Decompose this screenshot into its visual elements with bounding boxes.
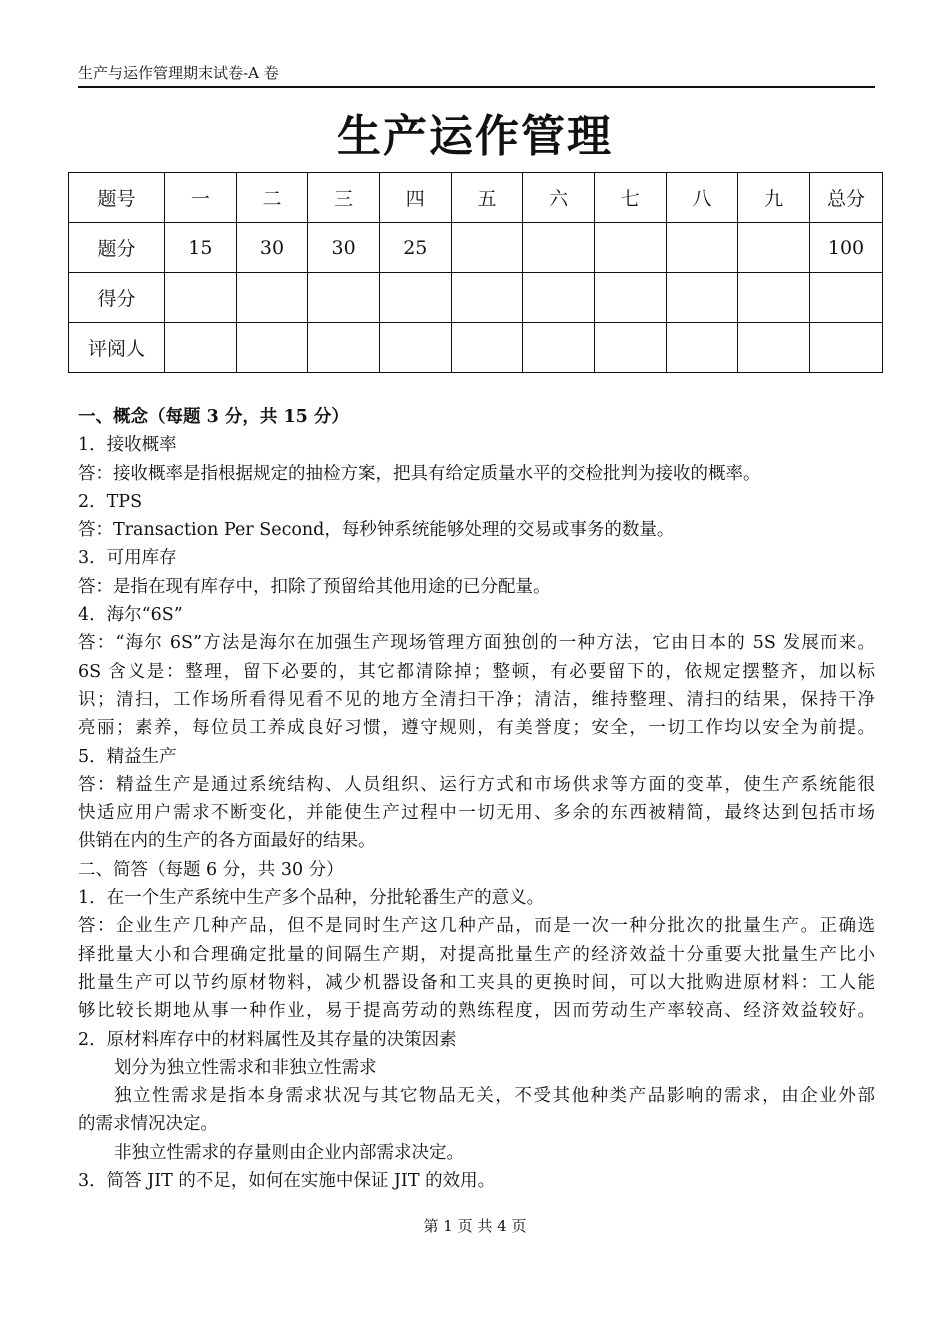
answer-line: 快适应用户需求不断变化，并能使生产过程中一切无用、多余的东西被精简，最终达到包括市场: [78, 803, 875, 824]
score-table-row-header: 评阅人: [69, 323, 165, 373]
score-table-cell: 三: [308, 173, 380, 223]
score-table-row: [69, 323, 883, 373]
score-table-cell: [379, 323, 451, 373]
question-title: 1．在一个生产系统中生产多个品种，分批轮番生产的意义。: [78, 888, 545, 909]
question-title: 3．简答 JIT 的不足，如何在实施中保证 JIT 的效用。: [78, 1171, 496, 1192]
score-table-cell: [308, 323, 380, 373]
exam-content: [78, 403, 875, 1195]
answer-line: 非独立性需求的存量则由企业内部需求决定。: [114, 1142, 464, 1163]
score-table-cell: [165, 273, 237, 323]
score-table-cell: [594, 273, 666, 323]
header-rule: [78, 86, 875, 88]
score-table-cell: 100: [810, 223, 883, 273]
section-heading-concepts: 一、概念（每题 3 分，共 15 分）: [78, 407, 349, 427]
score-table-row-header: 题号: [69, 173, 165, 223]
score-table-cell: 五: [451, 173, 523, 223]
answer-line: 答：是指在现有库存中，扣除了预留给其他用途的已分配量。: [78, 576, 551, 597]
score-table-row: [69, 223, 883, 273]
answer-line: 识；清扫，工作场所看得见看不见的地方全清扫干净；清洁，维持整理、清扫的结果，保持干净: [78, 689, 875, 710]
score-table-cell: [738, 273, 810, 323]
score-table-cell: [523, 273, 595, 323]
score-table-cell: [666, 273, 738, 323]
section-heading-short-answer: 二、简答（每题 6 分，共 30 分）: [78, 859, 344, 880]
score-table-cell: 九: [738, 173, 810, 223]
score-table-row: [69, 173, 883, 223]
score-table-cell: 一: [165, 173, 237, 223]
score-table-cell: [523, 223, 595, 273]
answer-line: 批量生产可以节约原材物料，减少机器设备和工夹具的更换时间，可以大批购进原材料：工人能: [78, 972, 875, 993]
answer-line: 答：“海尔 6S”方法是海尔在加强生产现场管理方面独创的一种方法，它由日本的 5S 发展而来。: [78, 633, 875, 654]
page-number: 第 1 页 共 4 页: [423, 1217, 527, 1235]
score-table-cell: 30: [308, 223, 380, 273]
score-table-cell: [308, 273, 380, 323]
score-table-cell: [738, 323, 810, 373]
score-table-cell: [379, 273, 451, 323]
score-table-cell: 八: [666, 173, 738, 223]
page-title: 生产运作管理: [337, 111, 613, 162]
question-title: 5．精益生产: [78, 746, 177, 767]
score-table-cell: [594, 223, 666, 273]
score-table-cell: [165, 323, 237, 373]
score-table-cell: 二: [236, 173, 308, 223]
score-table-cell: 15: [165, 223, 237, 273]
answer-line: 亮丽；素养，每位员工养成良好习惯，遵守规则，有美誉度；安全，一切工作均以安全为前提。: [78, 718, 875, 739]
exam-header: 生产与运作管理期末试卷-A 卷: [78, 64, 279, 82]
answer-line: 答：接收概率是指根据规定的抽检方案，把具有给定质量水平的交检批判为接收的概率。: [78, 463, 761, 484]
score-table-cell: 总分: [810, 173, 883, 223]
question-title: 4．海尔“6S”: [78, 605, 183, 626]
score-table-cell: [236, 323, 308, 373]
score-table-row-header: 题分: [69, 223, 165, 273]
score-table-cell: [523, 323, 595, 373]
score-table-cell: 七: [594, 173, 666, 223]
score-table-cell: [738, 223, 810, 273]
score-table-row-header: 得分: [69, 273, 165, 323]
score-table-cell: [810, 323, 883, 373]
answer-line: 答：精益生产是通过系统结构、人员组织、运行方式和市场供求等方面的变革，使生产系统能很: [78, 774, 875, 795]
score-table-cell: 30: [236, 223, 308, 273]
score-table-cell: [451, 223, 523, 273]
score-table-cell: 四: [379, 173, 451, 223]
score-table: [68, 172, 883, 373]
score-table-cell: [451, 273, 523, 323]
score-table-cell: [451, 323, 523, 373]
answer-line: 6S 含义是：整理，留下必要的，其它都清除掉；整顿，有必要留下的，依规定摆整齐，加以标: [78, 661, 875, 682]
score-table-cell: 六: [523, 173, 595, 223]
answer-line: 择批量大小和合理确定批量的间隔生产期，对提高批量生产的经济效益十分重要大批量生产比小: [78, 944, 875, 965]
score-table-cell: [594, 323, 666, 373]
answer-line: 独立性需求是指本身需求状况与其它物品无关，不受其他种类产品影响的需求，由企业外部: [114, 1086, 875, 1107]
score-table-row: [69, 273, 883, 323]
answer-line: 够比较长期地从事一种作业，易于提高劳动的熟练程度，因而劳动生产率较高、经济效益较好。: [78, 1001, 875, 1022]
question-title: 3．可用库存: [78, 548, 177, 569]
score-table-cell: [236, 273, 308, 323]
score-table-cell: [666, 323, 738, 373]
score-table-cell: [666, 223, 738, 273]
question-title: 2．TPS: [78, 491, 143, 512]
score-table-cell: 25: [379, 223, 451, 273]
question-title: 2．原材料库存中的材料属性及其存量的决策因素: [78, 1029, 457, 1050]
answer-line: 的需求情况决定。: [78, 1114, 218, 1135]
answer-line: 供销在内的生产的各方面最好的结果。: [78, 831, 376, 852]
answer-line: 答：企业生产几种产品，但不是同时生产这几种产品，而是一次一种分批次的批量生产。正确选: [78, 916, 875, 937]
answer-line: 划分为独立性需求和非独立性需求: [114, 1057, 377, 1078]
answer-line: 答：Transaction Per Second，每秒钟系统能够处理的交易或事务的数量。: [78, 520, 675, 541]
question-title: 1．接收概率: [78, 435, 177, 456]
score-table-cell: [810, 273, 883, 323]
